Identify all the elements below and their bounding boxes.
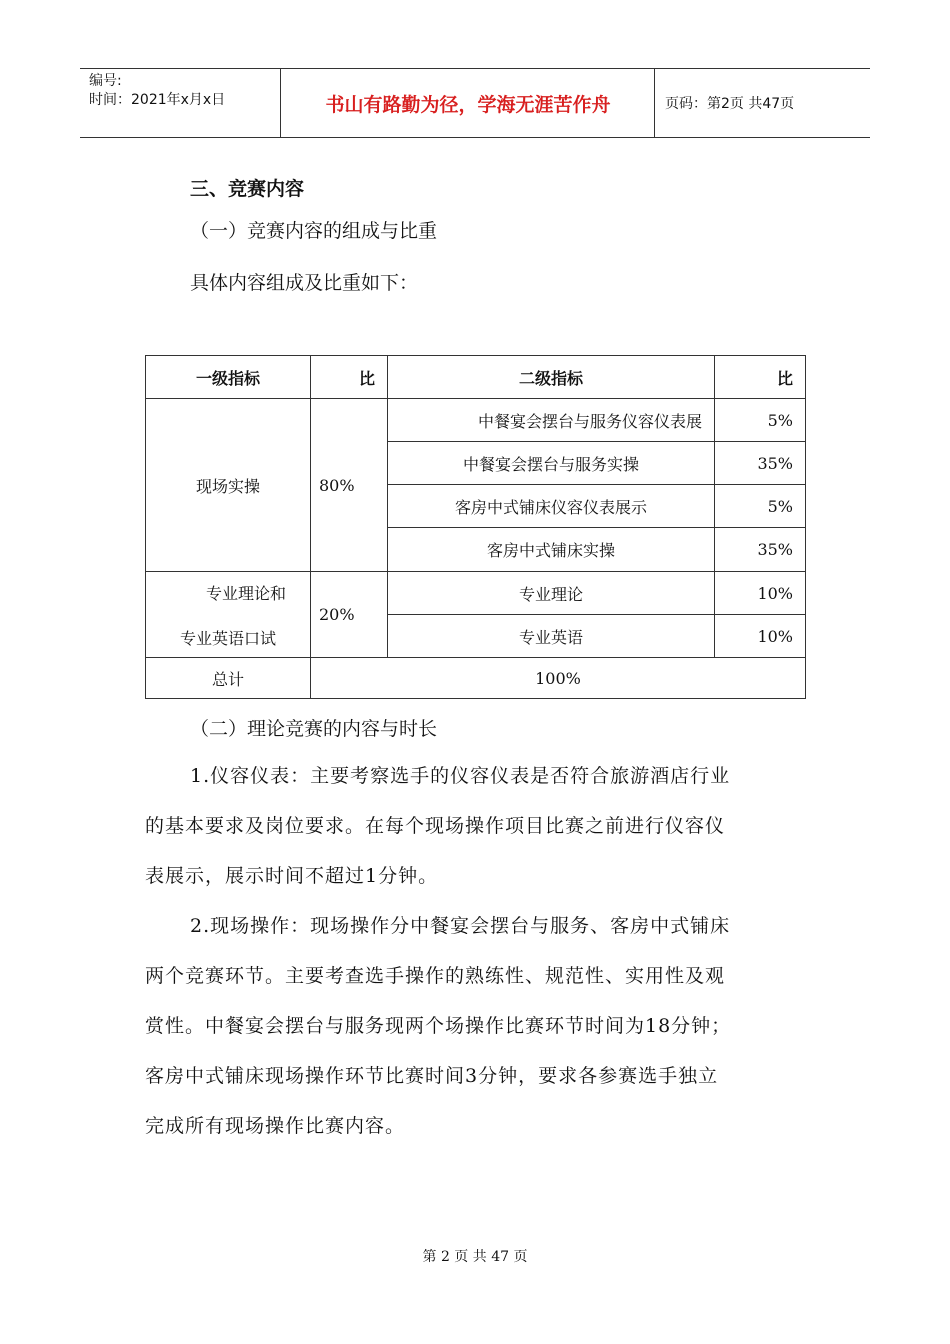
group1-name: 现场实操	[145, 398, 311, 572]
group2-name-line1: 专业理论和	[205, 583, 286, 603]
paragraph-line: 1.仪容仪表：主要考察选手的仪容仪表是否符合旅游酒店行业	[190, 765, 731, 787]
group1-item-name: 客房中式铺床实操	[387, 527, 715, 572]
group1-item-name: 中餐宴会摆台与服务仪容仪表展	[387, 398, 715, 442]
paragraph-line: 完成所有现场操作比赛内容。	[145, 1115, 406, 1137]
table-header-ratio2: 比	[714, 355, 806, 399]
paragraph-line: 赏性。中餐宴会摆台与服务现两个场操作比赛环节时间为18分钟；	[145, 1015, 732, 1037]
header-motto: 书山有路勤为径，学海无涯苦作舟	[282, 69, 655, 137]
paragraph-operation	[145, 901, 805, 1151]
paragraph-appearance	[145, 751, 805, 901]
number-label: 编号:	[89, 73, 122, 89]
group2-name	[145, 571, 311, 658]
intro-text: 具体内容组成及比重如下：	[190, 272, 419, 294]
section-title: 三、竞赛内容	[190, 178, 305, 200]
table-header-level1: 一级指标	[145, 355, 311, 399]
page-footer: 第 2 页 共 47 页	[422, 1249, 528, 1265]
paragraph-line: 2.现场操作：现场操作分中餐宴会摆台与服务、客房中式铺床	[190, 915, 731, 937]
group2-name-line2: 专业英语口试	[179, 628, 276, 648]
document-header	[80, 68, 870, 138]
subsection-2-title: （二）理论竞赛的内容与时长	[190, 718, 438, 740]
group1-item-ratio: 5%	[714, 398, 806, 442]
group1-item-ratio: 5%	[714, 484, 806, 528]
group1-item-ratio: 35%	[714, 441, 806, 485]
group2-item-ratio: 10%	[714, 571, 806, 615]
total-value: 100%	[310, 657, 806, 699]
total-label: 总计	[145, 657, 311, 699]
paragraph-line: 两个竞赛环节。主要考查选手操作的熟练性、规范性、实用性及观	[145, 965, 726, 987]
group2-item-name: 专业英语	[387, 614, 715, 658]
group1-item-ratio: 35%	[714, 527, 806, 572]
content-weight-table	[145, 355, 806, 699]
paragraph-line: 表展示，展示时间不超过1分钟。	[145, 865, 439, 887]
group1-ratio: 80%	[310, 398, 388, 572]
time-label: 时间：2021年x月x日	[89, 92, 226, 108]
table-header-level2: 二级指标	[387, 355, 715, 399]
group2-item-ratio: 10%	[714, 614, 806, 658]
paragraph-line: 的基本要求及岗位要求。在每个现场操作项目比赛之前进行仪容仪	[145, 815, 726, 837]
header-meta	[80, 69, 281, 137]
paragraph-line: 客房中式铺床现场操作环节比赛时间3分钟，要求各参赛选手独立	[145, 1065, 719, 1087]
group2-item-name: 专业理论	[387, 571, 715, 615]
subsection-1-title: （一）竞赛内容的组成与比重	[190, 220, 438, 242]
group1-item-name: 中餐宴会摆台与服务实操	[387, 441, 715, 485]
header-page-info: 页码：第2页 共47页	[665, 96, 795, 112]
table-header-ratio1: 比	[310, 355, 388, 399]
group1-item-name: 客房中式铺床仪容仪表展示	[387, 484, 715, 528]
group2-ratio: 20%	[310, 571, 388, 658]
